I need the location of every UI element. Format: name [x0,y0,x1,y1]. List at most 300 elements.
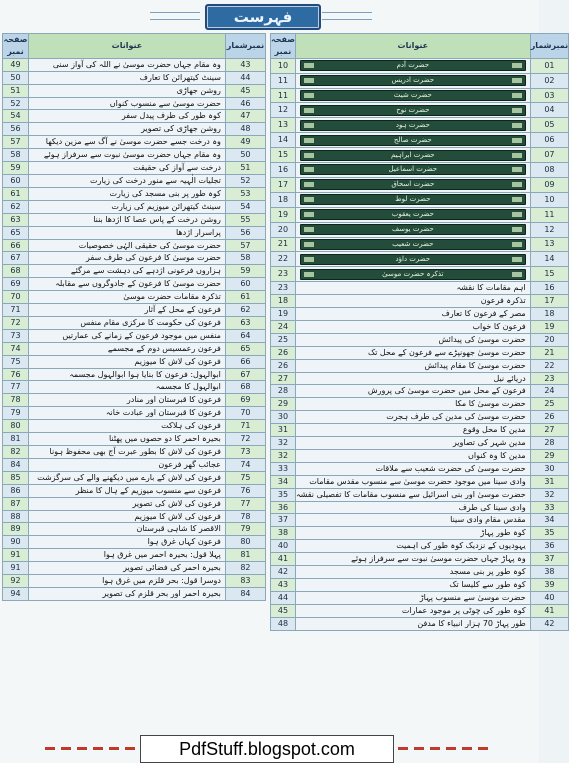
row-serial-number: 69 [225,394,265,407]
row-page-number: 30 [271,411,296,424]
table-row [271,591,569,604]
row-topic-banner[interactable] [295,267,530,282]
index-table-right [270,33,569,631]
row-page-number: 73 [3,329,29,342]
row-topic-banner[interactable] [295,58,530,73]
row-serial-number: 33 [530,501,568,514]
row-serial-number: 80 [225,536,265,549]
table-row [3,523,266,536]
row-page-number: 81 [3,433,29,446]
row-page-number: 23 [271,267,296,282]
row-topic[interactable]: اہم مقامات کا نقشہ [295,282,530,295]
table-row [3,316,266,329]
row-page-number: 41 [271,553,296,566]
row-topic[interactable]: ابوالہول کا مجسمہ [29,381,226,394]
table-row [3,407,266,420]
row-serial-number: 23 [530,372,568,385]
table-row [271,514,569,527]
table-row [271,307,569,320]
row-page-number: 23 [271,282,296,295]
row-page-number: 59 [3,162,29,175]
row-topic[interactable]: حضرت موسیٰ کا فرعون کی طرف سفر [29,252,226,265]
row-topic-banner[interactable] [295,88,530,103]
table-row [3,123,266,136]
table-row [3,136,266,149]
row-page-number: 86 [3,484,29,497]
title-ornament-right [322,12,372,20]
row-topic[interactable]: وہ درخت جسے حضرت موسیٰ نے آگ سے مزین دیکھا [29,136,226,149]
row-serial-number: 13 [530,237,568,252]
table-row [271,449,569,462]
table-row [3,587,266,600]
row-topic[interactable]: تذکرہ فرعون [295,295,530,308]
row-topic[interactable]: بحیرہ احمر اور بحر قلزم کی تصویر [29,587,226,600]
table-row [271,385,569,398]
row-serial-number: 63 [225,316,265,329]
row-topic[interactable]: الاقصر کا شاہی قبرستان [29,523,226,536]
row-page-number: 74 [3,342,29,355]
row-page-number: 22 [271,252,296,267]
table-row [271,148,569,163]
row-topic[interactable]: پراسرار اژدھا [29,226,226,239]
row-topic: حضرت نوح [300,105,526,116]
row-serial-number: 81 [225,549,265,562]
row-topic[interactable]: فرعون کی لاش کا میوزیم [29,355,226,368]
row-page-number: 91 [3,549,29,562]
row-page-number: 26 [271,346,296,359]
table-row [271,177,569,192]
table-row [3,368,266,381]
row-serial-number: 72 [225,433,265,446]
row-topic: حضرت ادریس [300,75,526,86]
table-row [271,267,569,282]
row-topic[interactable]: دوسرا قول: بحر قلزم میں غرق ہوا [29,575,226,588]
row-topic[interactable]: وہ پہاڑ جہاں حضرت موسیٰ نبوت سے سرفراز ہوئے [295,553,530,566]
row-topic[interactable]: وادی سینا کی طرف [295,501,530,514]
row-page-number: 17 [271,177,296,192]
row-serial-number: 48 [225,123,265,136]
table-row [271,73,569,88]
row-page-number: 32 [271,449,296,462]
row-topic-banner[interactable] [295,222,530,237]
row-page-number: 89 [3,523,29,536]
title-box [205,4,321,30]
row-topic[interactable]: تذکرہ مقامات حضرت موسیٰ [29,291,226,304]
row-topic[interactable]: مدین شہر کی تصاویر [295,437,530,450]
row-topic[interactable]: فرعون کی لاش کا میوزیم [29,510,226,523]
footer-dash-left [45,747,135,750]
row-topic-banner[interactable] [295,237,530,252]
row-page-number: 80 [3,420,29,433]
table-row [271,320,569,333]
row-page-number: 34 [271,475,296,488]
row-page-number: 57 [3,136,29,149]
row-topic[interactable]: پہلا قول: بحیرہ احمر میں غرق ہوا [29,549,226,562]
row-topic: حضرت یوسف [300,224,526,235]
row-serial-number: 59 [225,265,265,278]
row-page-number: 25 [271,333,296,346]
row-topic[interactable]: کوہ طور کی چوٹی پر موجود عمارات [295,604,530,617]
row-topic[interactable]: کوہ طور پر بنی مسجد کی زیارت [29,187,226,200]
row-page-number: 19 [271,207,296,222]
table-row [271,604,569,617]
row-page-number: 42 [271,566,296,579]
row-topic[interactable]: طور پہاڑ 70 ہزار انبیاء کا مدفن [295,617,530,630]
header-serial-right: نمبرشمار [530,34,568,59]
table-row [271,295,569,308]
index-table-left [2,33,266,601]
row-topic: حضرت شیث [300,90,526,101]
row-topic[interactable]: فرعون کا خواب [295,320,530,333]
row-topic[interactable]: حضرت موسیٰ کی پیدائش [295,333,530,346]
table-row [3,162,266,175]
row-topic-banner[interactable] [295,177,530,192]
row-topic[interactable]: روشن جھاڑی [29,84,226,97]
row-serial-number: 71 [225,420,265,433]
table-row [3,97,266,110]
row-serial-number: 24 [530,385,568,398]
row-topic[interactable]: حضرت موسیٰ کا مقام پیدائش [295,359,530,372]
row-page-number: 10 [271,58,296,73]
header-page-right: صفحہ نمبر [271,34,296,59]
title-ornament-left [150,12,200,20]
table-row [271,282,569,295]
row-topic[interactable]: سینٹ کیتھرائن کا تعارف [29,71,226,84]
row-topic[interactable]: دریائے نیل [295,372,530,385]
row-page-number: 61 [3,187,29,200]
row-serial-number: 77 [225,497,265,510]
table-row [271,237,569,252]
table-row [3,58,266,71]
table-row [271,617,569,630]
row-serial-number: 50 [225,149,265,162]
row-topic[interactable]: فرعون کا قبرستان اور منادر [29,394,226,407]
row-serial-number: 36 [530,540,568,553]
row-page-number: 38 [271,527,296,540]
row-page-number: 33 [271,462,296,475]
row-serial-number: 41 [530,604,568,617]
row-page-number: 54 [3,110,29,123]
table-row [271,207,569,222]
row-topic[interactable]: حضرت موسیٰ جھونپڑے سے فرعون کے محل تک [295,346,530,359]
table-row [271,333,569,346]
row-topic[interactable]: فرعون کی لاش کے بارے میں دیکھنے والے کی سرگزشت [29,471,226,484]
row-page-number: 21 [271,237,296,252]
table-row [3,252,266,265]
row-topic-banner[interactable] [295,192,530,207]
row-serial-number: 64 [225,329,265,342]
row-topic[interactable]: حضرت موسیٰ کا فرعون کے جادوگروں سے مقابلہ [29,278,226,291]
row-page-number: 12 [271,103,296,118]
row-topic[interactable]: کوہ طور پہاڑ [295,527,530,540]
row-page-number: 75 [3,355,29,368]
row-page-number: 27 [271,372,296,385]
row-serial-number: 15 [530,267,568,282]
row-page-number: 92 [3,575,29,588]
row-topic: حضرت صالح [300,135,526,146]
row-topic[interactable]: وادی سینا میں موجود حضرت موسیٰ سے منسوب مقدس مقامات [295,475,530,488]
table-row [3,394,266,407]
header-page-left: صفحہ نمبر [3,34,29,59]
table-row [3,420,266,433]
row-serial-number: 26 [530,411,568,424]
row-topic[interactable]: درخت سے آواز کی حقیقت [29,162,226,175]
table-row [271,103,569,118]
row-page-number: 71 [3,304,29,317]
row-topic[interactable]: مدین کا وہ کنواں [295,449,530,462]
table-row [3,226,266,239]
row-serial-number: 39 [530,579,568,592]
table-row [271,527,569,540]
row-serial-number: 46 [225,97,265,110]
row-serial-number: 84 [225,587,265,600]
row-topic: حضرت شعیب [300,239,526,250]
row-topic: حضرت ہود [300,120,526,131]
row-page-number: 35 [271,488,296,501]
row-topic[interactable]: ہزاروں فرعونی اژدہے کی دہشت سے مرگئے [29,265,226,278]
table-row [3,265,266,278]
table-row [271,222,569,237]
row-page-number: 26 [271,359,296,372]
row-serial-number: 54 [225,200,265,213]
row-serial-number: 73 [225,446,265,459]
table-row [3,575,266,588]
row-serial-number: 45 [225,84,265,97]
row-page-number: 79 [3,407,29,420]
row-page-number: 88 [3,510,29,523]
row-page-number: 66 [3,239,29,252]
row-topic: حضرت یعقوب [300,209,526,220]
row-topic[interactable]: فرعون کے محل میں حضرت موسیٰ کی پرورش [295,385,530,398]
row-topic[interactable]: مدین کا محل وقوع [295,424,530,437]
row-topic[interactable]: حضرت موسیٰ سے منسوب کنواں [29,97,226,110]
row-topic[interactable]: وہ مقام جہاں حضرت موسیٰ نبوت سے سرفراز ہوئے [29,149,226,162]
row-serial-number: 61 [225,291,265,304]
row-topic[interactable]: بحیرہ احمر کا دو حصوں میں پھٹنا [29,433,226,446]
row-serial-number: 18 [530,307,568,320]
row-topic[interactable]: روشن درخت کے پاس عصا کا اژدھا بننا [29,213,226,226]
footer [0,733,539,763]
row-page-number: 16 [271,163,296,178]
row-serial-number: 17 [530,295,568,308]
row-topic-banner[interactable] [295,207,530,222]
table-row [3,174,266,187]
row-topic[interactable]: حضرت موسیٰ کی حضرت شعیب سے ملاقات [295,462,530,475]
row-page-number: 28 [271,385,296,398]
row-topic-banner[interactable] [295,118,530,133]
row-serial-number: 25 [530,398,568,411]
row-topic-banner[interactable] [295,103,530,118]
row-serial-number: 32 [530,488,568,501]
row-topic[interactable]: فرعون کی حکومت کا مرکزی مقام منفس [29,316,226,329]
row-page-number: 76 [3,368,29,381]
row-topic: حضرت داؤد [300,254,526,265]
table-row [271,118,569,133]
row-serial-number: 78 [225,510,265,523]
row-page-number: 43 [271,579,296,592]
row-serial-number: 79 [225,523,265,536]
row-page-number: 58 [3,149,29,162]
row-topic[interactable]: حضرت موسیٰ کا مکا [295,398,530,411]
row-topic[interactable]: مقدس مقام وادی سینا [295,514,530,527]
table-row [3,433,266,446]
table-row [3,549,266,562]
row-page-number: 51 [3,84,29,97]
row-topic[interactable]: کوہ طور سے کلیسا تک [295,579,530,592]
row-page-number: 45 [271,604,296,617]
table-row [3,497,266,510]
row-page-number: 48 [271,617,296,630]
table-row [3,110,266,123]
row-serial-number: 42 [530,617,568,630]
row-serial-number: 49 [225,136,265,149]
row-topic[interactable]: فرعون رعمسیس دوم کے مجسمے [29,342,226,355]
row-topic[interactable]: فرعون کی لاش کا بطور عبرت آج بھی محفوظ ہونا [29,446,226,459]
row-page-number: 24 [271,320,296,333]
row-page-number: 60 [3,174,29,187]
row-topic-banner[interactable] [295,163,530,178]
row-serial-number: 43 [225,58,265,71]
table-row [271,252,569,267]
row-serial-number: 22 [530,359,568,372]
table-row [271,372,569,385]
row-topic[interactable]: حضرت موسیٰ کی مدین کی طرف ہجرت [295,411,530,424]
row-page-number: 77 [3,381,29,394]
row-topic[interactable]: روشن جھاڑی کی تصویر [29,123,226,136]
row-topic[interactable]: مصر کے فرعون کا تعارف [295,307,530,320]
row-serial-number: 14 [530,252,568,267]
table-row [271,163,569,178]
row-page-number: 70 [3,291,29,304]
row-topic: تذکرہ حضرت موسیٰ [300,269,526,280]
row-topic[interactable]: فرعون کی ہلاکت [29,420,226,433]
row-topic[interactable]: عجائب گھر فرعون [29,458,226,471]
row-page-number: 18 [271,295,296,308]
table-row [271,488,569,501]
row-topic[interactable]: یہودیوں کے نزدیک کوہ طور کی اہمیت [295,540,530,553]
table-row [271,462,569,475]
row-topic: حضرت لوط [300,194,526,205]
row-page-number: 14 [271,133,296,148]
table-row [271,346,569,359]
row-serial-number: 75 [225,471,265,484]
table-row [3,213,266,226]
header-serial-left: نمبرشمار [225,34,265,59]
row-page-number: 62 [3,200,29,213]
row-topic: حضرت آدم [300,60,526,71]
table-row [271,359,569,372]
row-topic: حضرت ابراہیم [300,150,526,161]
row-topic-banner[interactable] [295,148,530,163]
row-topic-banner[interactable] [295,252,530,267]
row-page-number: 11 [271,73,296,88]
row-serial-number: 04 [530,103,568,118]
row-topic[interactable]: فرعون کا قبرستان اور عبادت خانہ [29,407,226,420]
row-serial-number: 68 [225,381,265,394]
row-topic-banner[interactable] [295,73,530,88]
row-page-number: 85 [3,471,29,484]
row-serial-number: 57 [225,239,265,252]
row-topic[interactable]: ابوالہول: فرعون کا بنایا ہوا ابوالہول مجسمہ [29,368,226,381]
table-row [3,71,266,84]
table-row [3,536,266,549]
table-row [3,291,266,304]
row-topic[interactable]: منفس میں موجود فرعون کے زمانے کی عمارتیں [29,329,226,342]
table-row [271,475,569,488]
table-row [3,304,266,317]
row-serial-number: 01 [530,58,568,73]
row-page-number: 78 [3,394,29,407]
row-topic[interactable]: کوہ طور پر بنی مسجد [295,566,530,579]
row-serial-number: 05 [530,118,568,133]
table-row [3,200,266,213]
row-serial-number: 82 [225,562,265,575]
row-topic[interactable]: تجلیات الٰہیہ سے منور درخت کی زیارت [29,174,226,187]
table-row [3,342,266,355]
row-topic[interactable]: حضرت موسیٰ سے منسوب پہاڑ [295,591,530,604]
row-topic-banner[interactable] [295,133,530,148]
row-topic[interactable]: وہ مقام جہاں حضرت موسیٰ نے اللہ کی آواز سنی [29,58,226,71]
table-row [271,553,569,566]
table-row [271,192,569,207]
row-topic[interactable]: سینٹ کیتھرائن میوزیم کی زیارت [29,200,226,213]
row-page-number: 82 [3,446,29,459]
table-row [271,501,569,514]
row-serial-number: 28 [530,437,568,450]
row-serial-number: 40 [530,591,568,604]
row-page-number: 32 [271,437,296,450]
row-topic[interactable]: حضرت موسیٰ کی حقیقی الہٰی خصوصیات [29,239,226,252]
row-page-number: 15 [271,148,296,163]
row-serial-number: 67 [225,368,265,381]
row-page-number: 67 [3,252,29,265]
row-page-number: 31 [271,424,296,437]
table-row [3,562,266,575]
row-serial-number: 83 [225,575,265,588]
row-page-number: 19 [271,307,296,320]
row-serial-number: 53 [225,187,265,200]
row-serial-number: 03 [530,88,568,103]
table-row [271,411,569,424]
header-topics-left: عنوانات [29,34,226,59]
footer-url[interactable]: PdfStuff.blogspot.com [140,735,394,763]
row-serial-number: 31 [530,475,568,488]
table-row [3,329,266,342]
row-topic[interactable]: فرعون کی لاش کی تصویر [29,497,226,510]
table-row [3,381,266,394]
row-page-number: 49 [3,58,29,71]
row-serial-number: 20 [530,333,568,346]
table-row [271,540,569,553]
table-row [3,187,266,200]
row-topic[interactable]: فرعون کے محل کے آثار [29,304,226,317]
row-serial-number: 66 [225,355,265,368]
table-row [3,484,266,497]
row-topic[interactable]: کوہ طور کی طرف پیدل سفر [29,110,226,123]
row-page-number: 13 [271,118,296,133]
page-title: فہرست [233,8,293,26]
row-topic[interactable]: فرعون سے منسوب میوزیم کے ہال کا منظر [29,484,226,497]
row-topic[interactable]: حضرت موسیٰ اور بنی اسرائیل سے منسوب مقامات کا تفصیلی نقشہ [295,488,530,501]
row-serial-number: 09 [530,177,568,192]
row-serial-number: 65 [225,342,265,355]
row-serial-number: 62 [225,304,265,317]
row-topic[interactable]: فرعون کہاں غرق ہوا [29,536,226,549]
table-row [271,437,569,450]
row-topic[interactable]: بحیرہ احمر کی فضائی تصویر [29,562,226,575]
row-page-number: 84 [3,458,29,471]
table-row [271,58,569,73]
